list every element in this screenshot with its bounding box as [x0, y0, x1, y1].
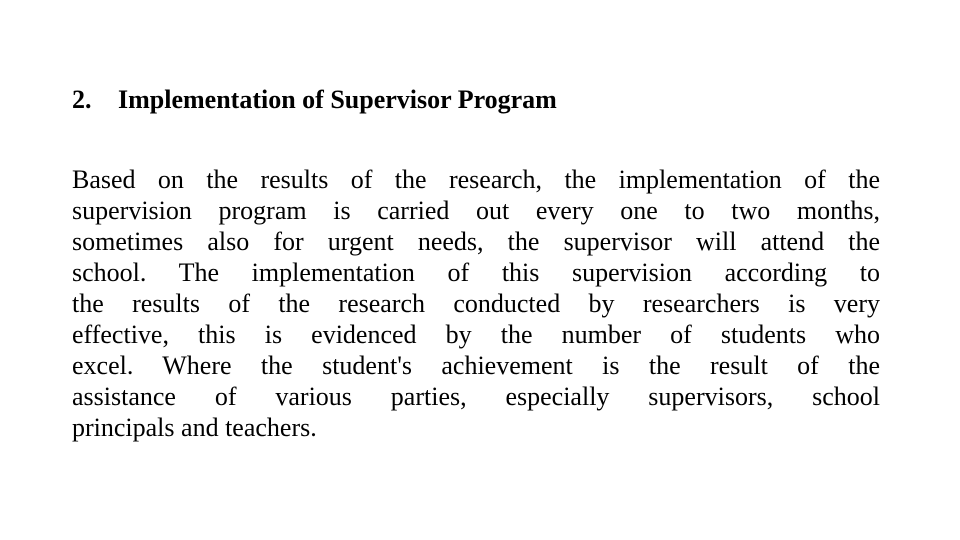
body-paragraph [72, 164, 880, 454]
paragraph-line: Based on the results of the research, the implementation of the [72, 165, 880, 194]
paragraph-line: the results of the research conducted by researchers is very [72, 289, 880, 318]
paragraph-line: excel. Where the student's achievement is the result of the [72, 351, 880, 380]
section-number: 2. [72, 85, 92, 114]
paragraph-line: assistance of various parties, especially supervisors, school [72, 382, 880, 411]
paragraph-line: sometimes also for urgent needs, the supervisor will attend the [72, 227, 880, 256]
paragraph-line: effective, this is evidenced by the number of students who [72, 320, 880, 349]
section-heading [72, 84, 892, 116]
section-title: Implementation of Supervisor Program [118, 85, 557, 114]
paragraph-line: principals and teachers. [72, 413, 317, 442]
paragraph-line: supervision program is carried out every one to two months, [72, 196, 880, 225]
paragraph-line: school. The implementation of this supervision according to [72, 258, 880, 287]
